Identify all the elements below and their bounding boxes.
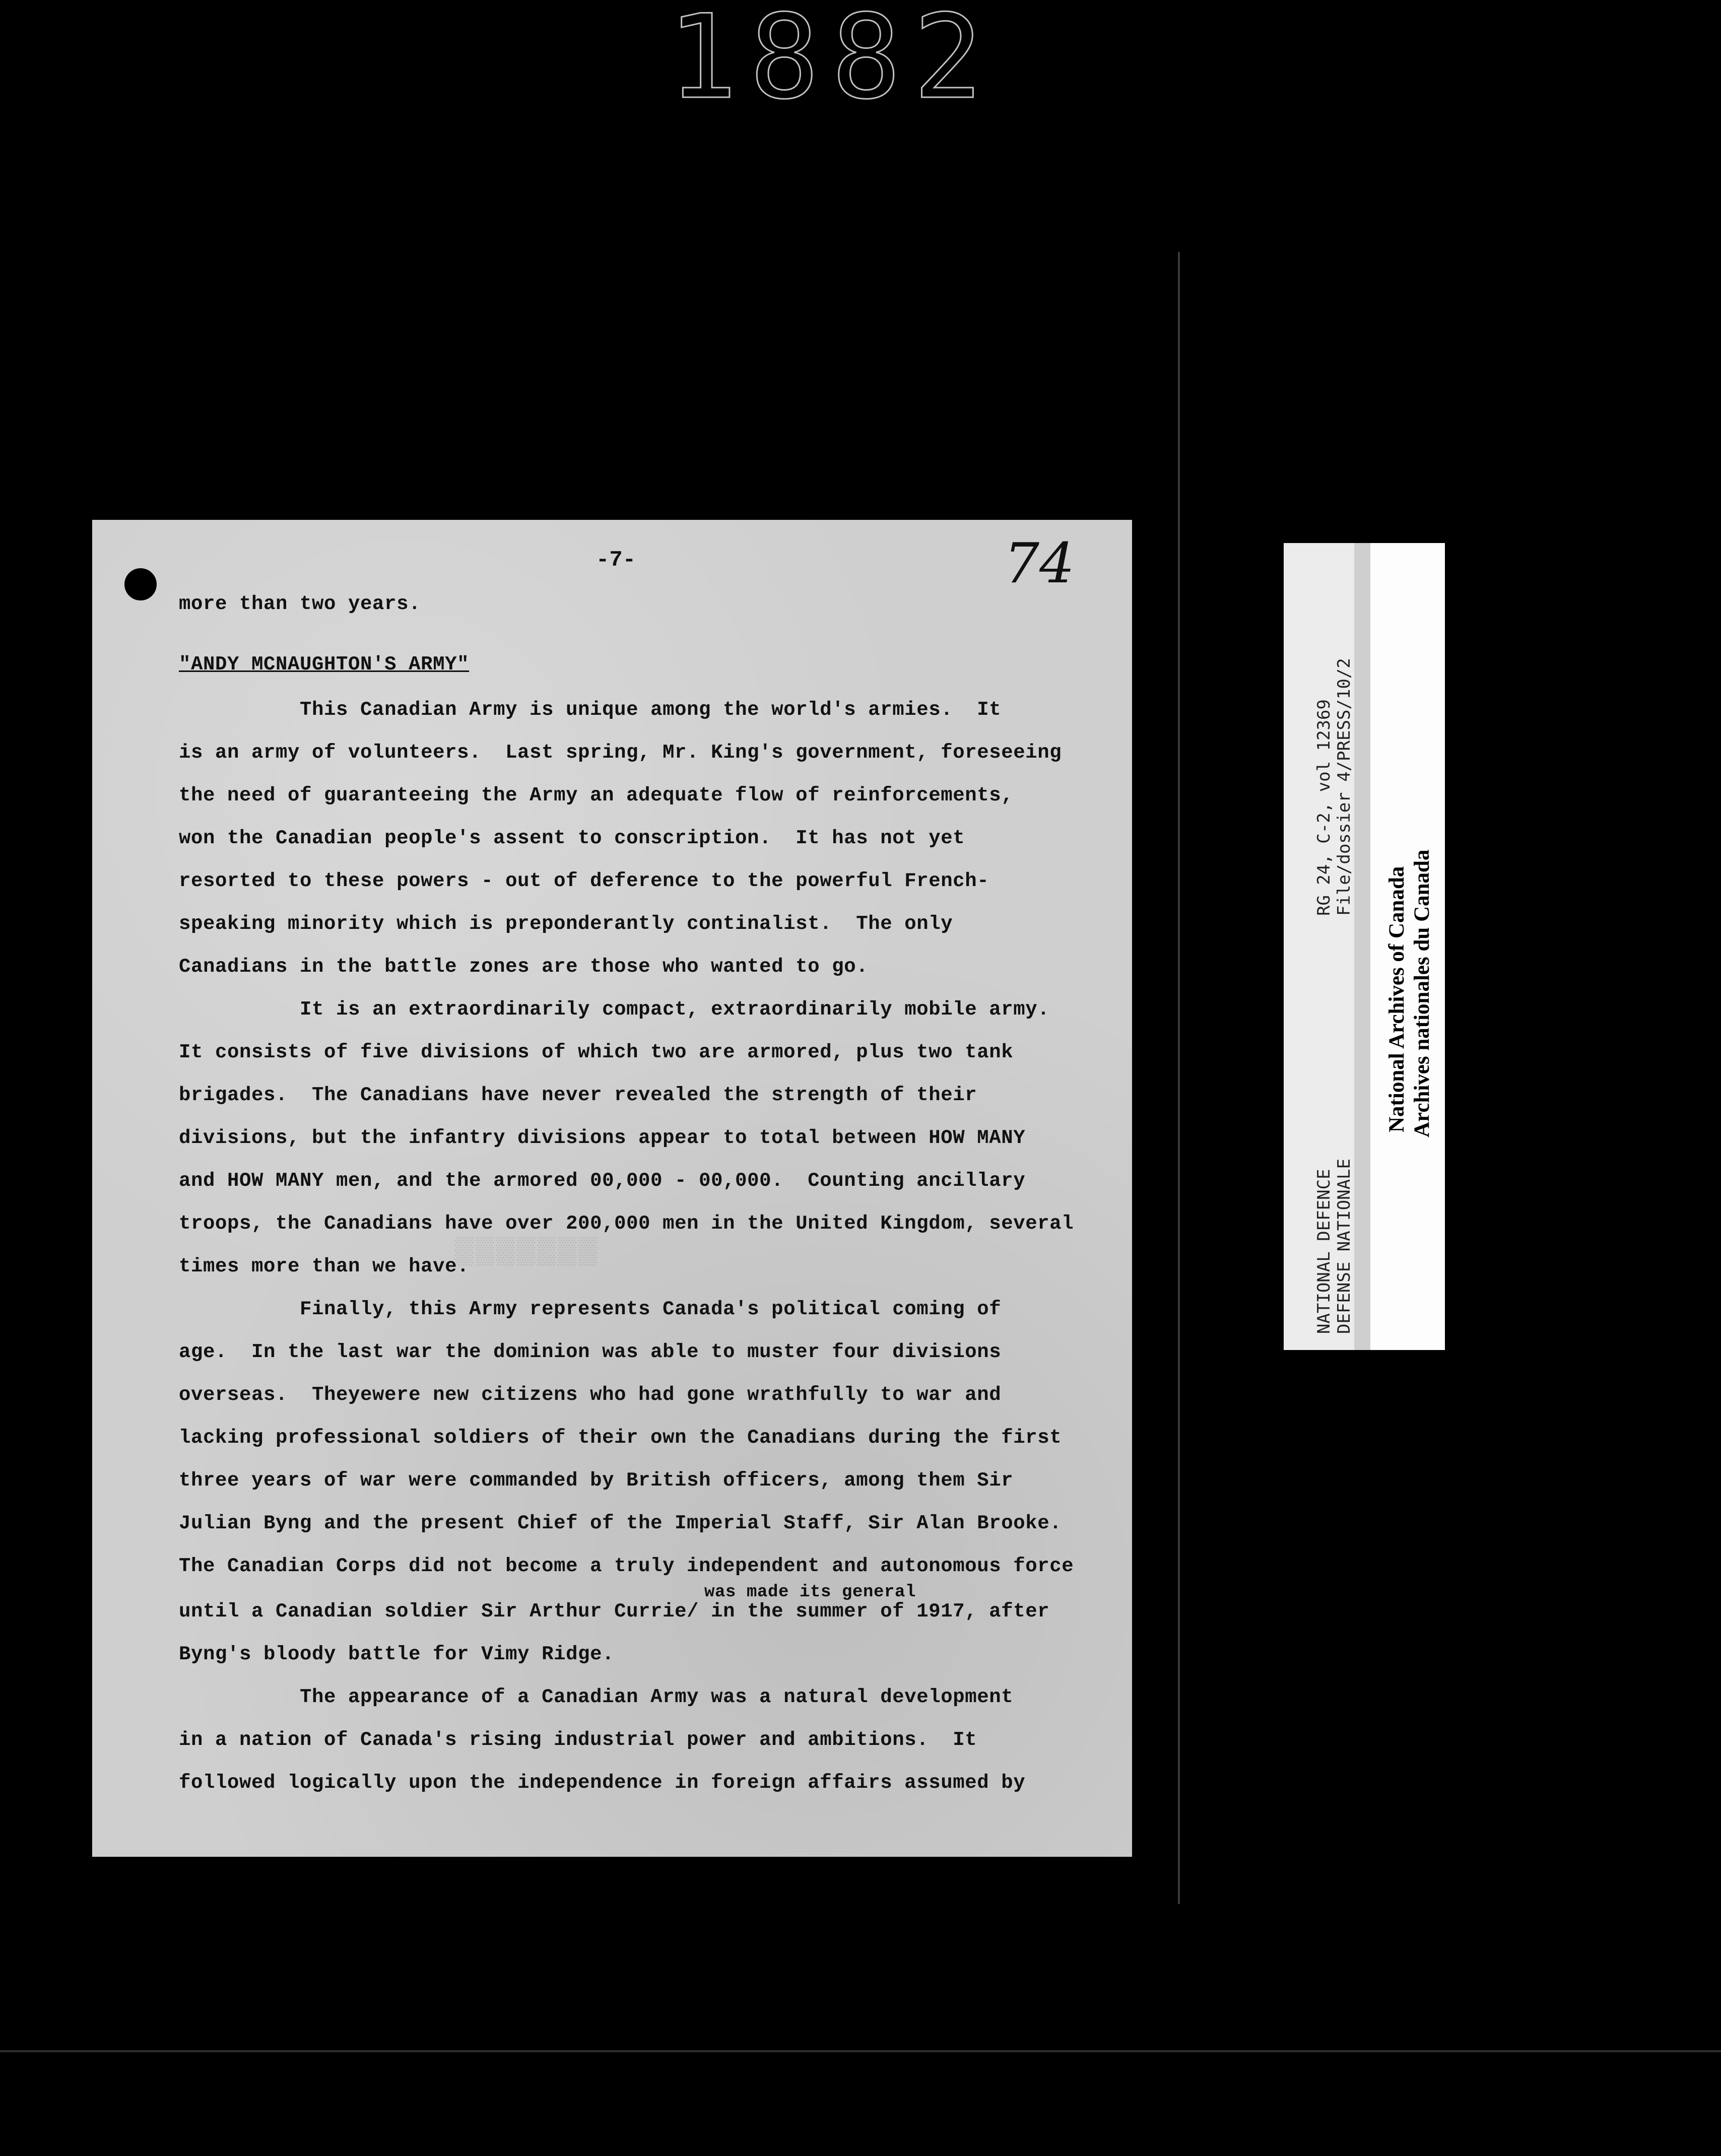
- film-bottom-rule: [0, 2050, 1721, 2052]
- text-line: overseas. Theyewere new citizens who had gone wrathfully to war and: [179, 1384, 1002, 1406]
- archives-name-fr: Archives nationales du Canada: [1410, 849, 1434, 1137]
- text-line: divisions, but the infantry divisions appear to total between HOW MANY: [179, 1127, 1026, 1149]
- text-line: and HOW MANY men, and the armored 00,000 - 00,000. Counting ancillary: [179, 1170, 1026, 1192]
- reference-line-1: RG 24, C-2, vol 12369: [1314, 699, 1334, 916]
- text-line: troops, the Canadians have over 200,000 men in the United Kingdom, several: [179, 1212, 1074, 1235]
- reference-line-2: File/dossier 4/PRESS/10/2: [1334, 658, 1354, 916]
- text-line: Byng's bloody battle for Vimy Ridge.: [179, 1643, 615, 1665]
- text-line: lacking professional soldiers of their own the Canadians during the first: [179, 1427, 1062, 1449]
- page-number: -7-: [596, 548, 636, 573]
- text-line: is an army of volunteers. Last spring, Mr. King's government, foreseeing: [179, 742, 1062, 764]
- text-line: the need of guaranteeing the Army an adequate flow of reinforcements,: [179, 784, 1014, 806]
- text-line: The Canadian Corps did not become a truly independent and autonomous force: [179, 1555, 1074, 1577]
- text-line: more than two years.: [179, 593, 421, 615]
- archive-reference-label: [1284, 543, 1445, 1350]
- text-line: in a nation of Canada's rising industrial power and ambitions. It: [179, 1729, 977, 1751]
- text-line: It is an extraordinarily compact, extraordinarily mobile army.: [179, 998, 1050, 1021]
- text-line: Canadians in the battle zones are those who wanted to go.: [179, 956, 869, 978]
- text-line: This Canadian Army is unique among the world's armies. It: [179, 699, 1002, 721]
- punch-hole: [124, 568, 157, 600]
- section-heading: "ANDY MCNAUGHTON'S ARMY": [179, 653, 470, 676]
- label-separator: [1354, 543, 1370, 1350]
- film-divider-line: [1178, 252, 1180, 1904]
- department-line-2: DEFENSE NATIONALE: [1334, 1159, 1354, 1334]
- microfilm-frame-number: 1882: [668, 0, 995, 125]
- archives-name-en: National Archives of Canada: [1385, 866, 1409, 1132]
- typed-insertion: was made its general: [704, 1583, 916, 1602]
- text-line: won the Canadian people's assent to conscription. It has not yet: [179, 827, 965, 849]
- text-line: age. In the last war the dominion was able to muster four divisions: [179, 1341, 1002, 1363]
- handwritten-folio-number: 74: [1004, 531, 1075, 595]
- text-line: three years of war were commanded by British officers, among them Sir: [179, 1469, 1014, 1492]
- department-line-1: NATIONAL DEFENCE: [1314, 1169, 1334, 1334]
- text-line: brigades. The Canadians have never revealed the strength of their: [179, 1084, 977, 1106]
- text-line: times more than we have.: [179, 1255, 470, 1277]
- text-line: The appearance of a Canadian Army was a natural development: [179, 1686, 1014, 1708]
- text-line: Finally, this Army represents Canada's political coming of: [179, 1298, 1002, 1320]
- typed-document-page: [92, 520, 1132, 1857]
- text-line: It consists of five divisions of which two are armored, plus two tank: [179, 1041, 1014, 1063]
- text-line: speaking minority which is preponderantly continalist. The only: [179, 913, 953, 935]
- text-line: resorted to these powers - out of deference to the powerful French-: [179, 870, 989, 892]
- text-line: until a Canadian soldier Sir Arthur Currie/ in the summer of 1917, after: [179, 1600, 1050, 1623]
- text-line: followed logically upon the independence in foreign affairs assumed by: [179, 1772, 1026, 1794]
- faint-bleed-through: ▒▒▒▒▒▒▒: [455, 1236, 599, 1265]
- text-line: Julian Byng and the present Chief of the Imperial Staff, Sir Alan Brooke.: [179, 1512, 1062, 1534]
